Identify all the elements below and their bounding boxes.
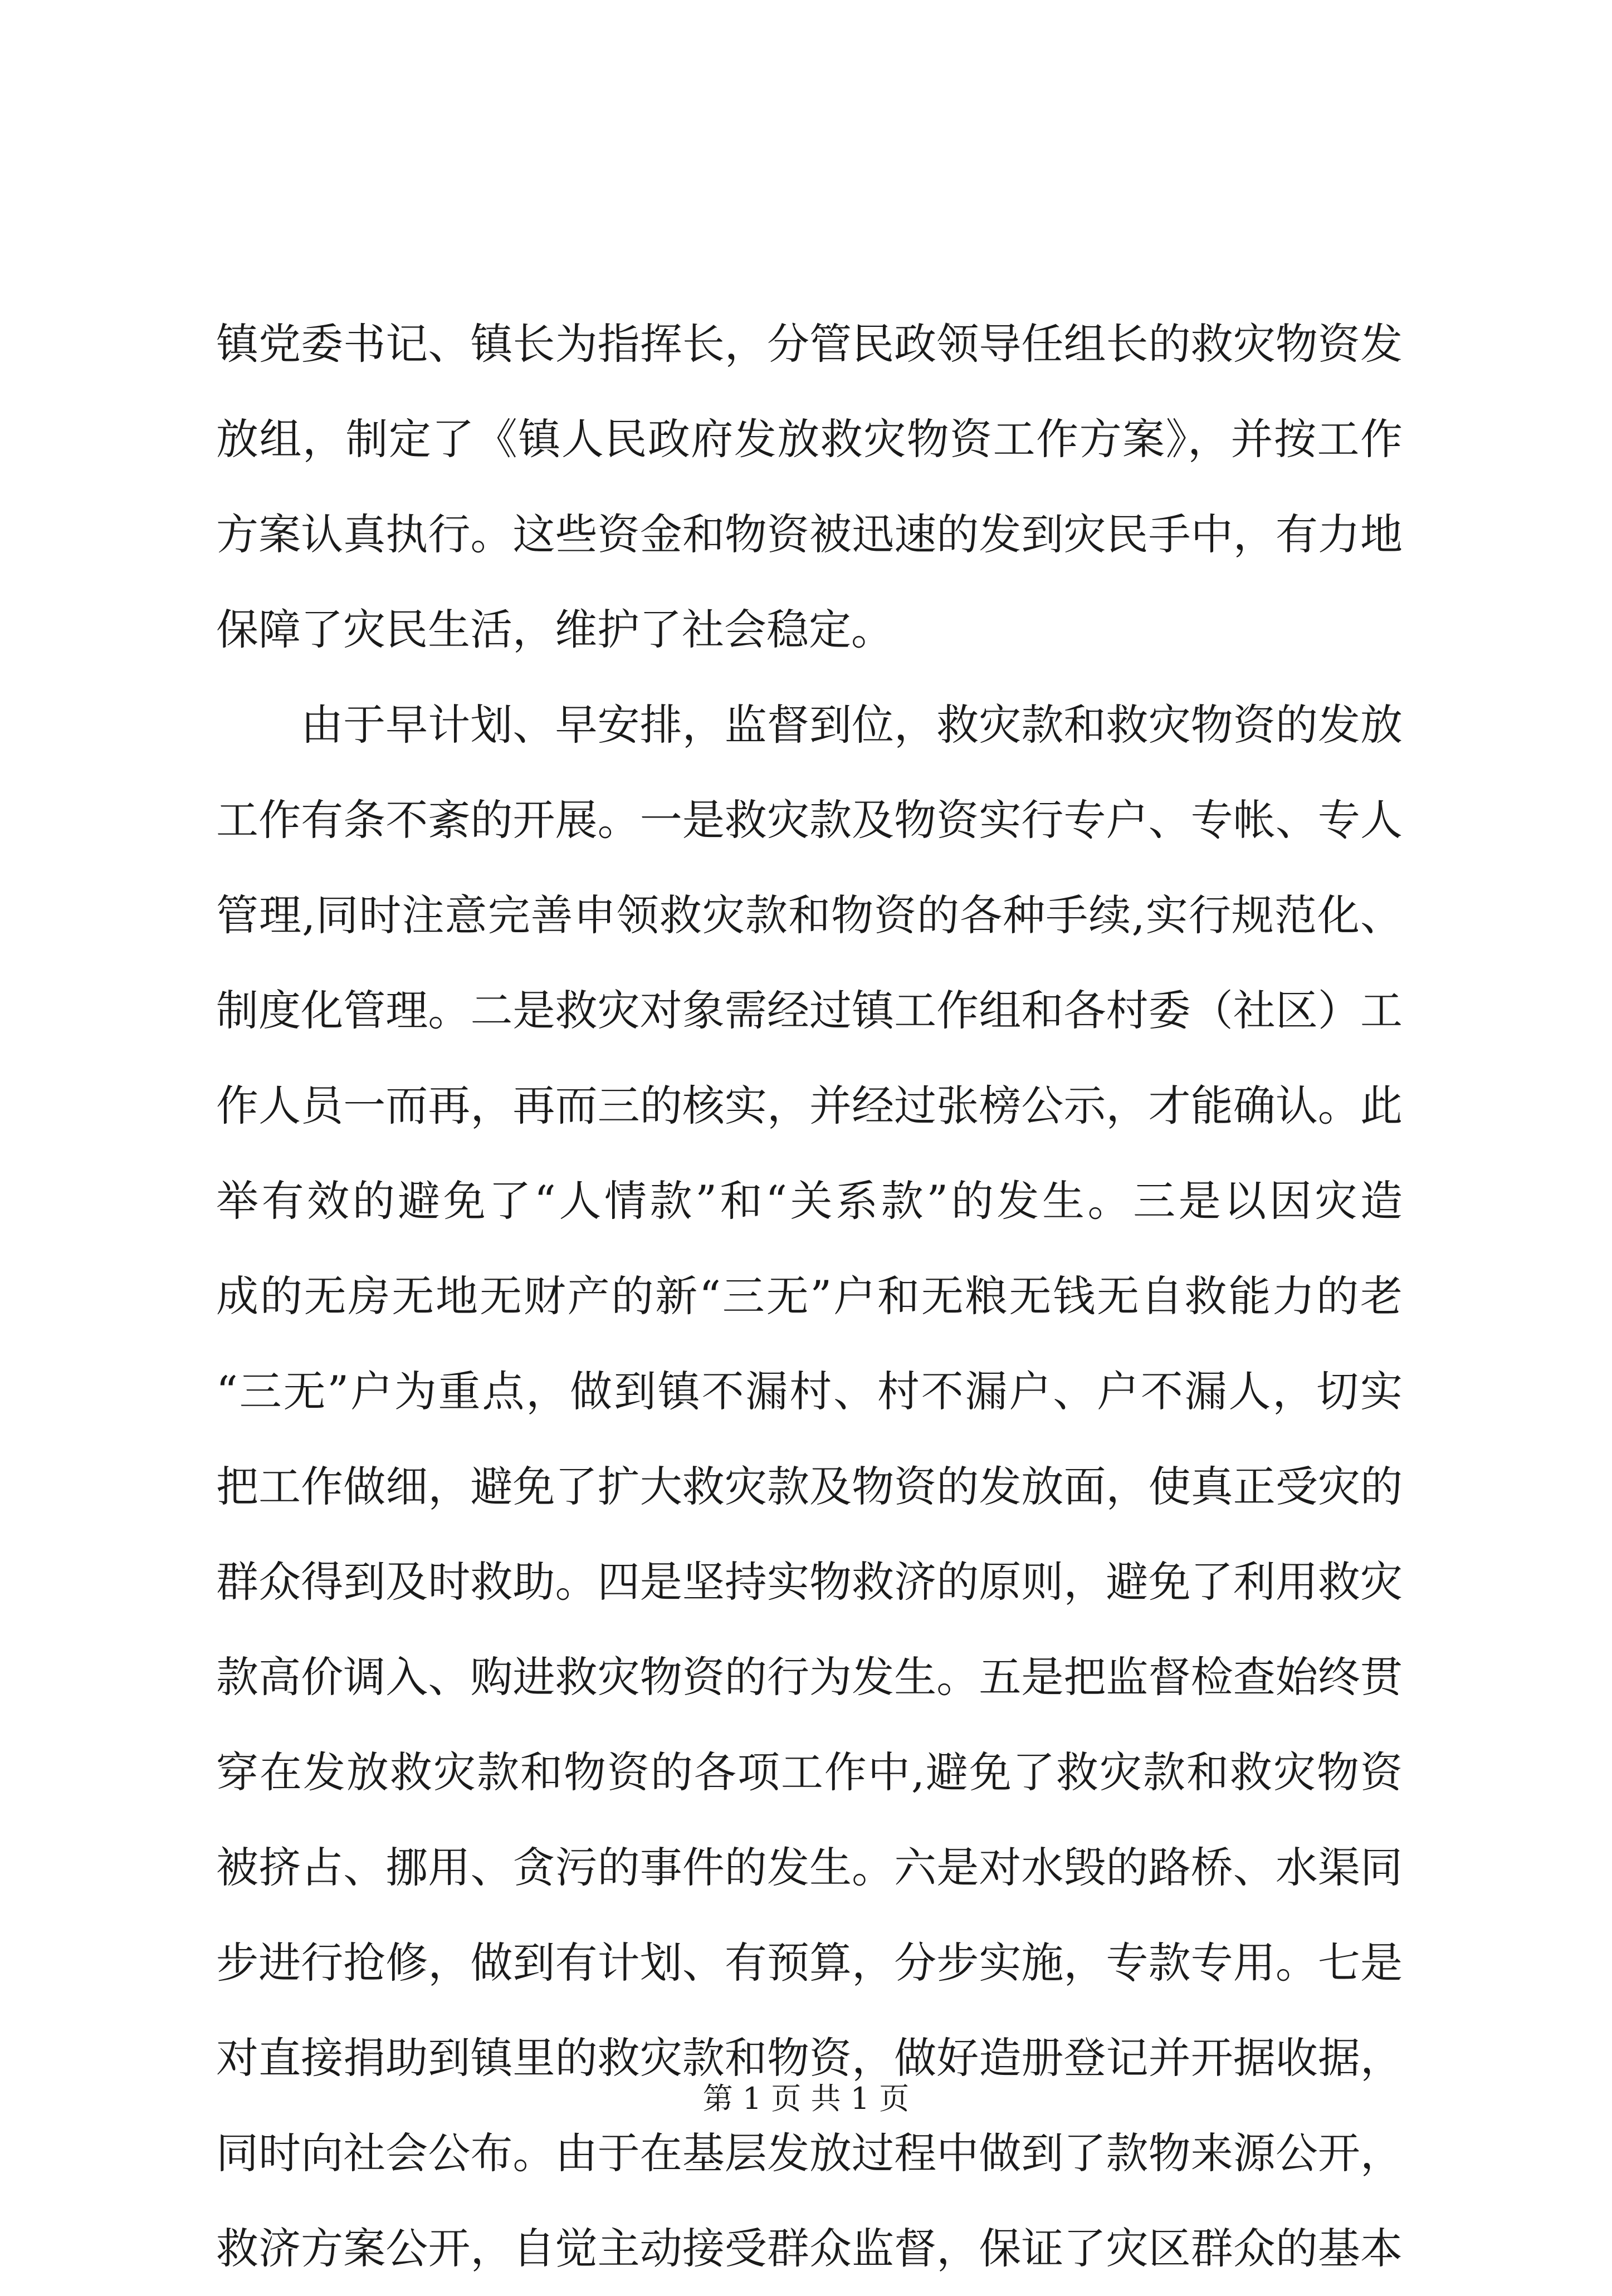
page-footer xyxy=(0,2075,1612,2118)
paragraph-2-line-14: 步进行抢修，做到有计划、有预算，分步实施，专款专用。七是 xyxy=(216,1938,1403,1987)
paragraph-2-line-7: 成的无房无地无财产的新“三无”户和无粮无钱无自救能力的老 xyxy=(216,1271,1403,1321)
paragraph-2-line-9: 把工作做细，避免了扩大救灾款及物资的发放面，使真正受灾的 xyxy=(216,1462,1403,1511)
paragraph-2-line-16: 同时向社会公布。由于在基层发放过程中做到了款物来源公开， xyxy=(216,2128,1403,2178)
paragraph-2-line-3: 管理,同时注意完善申领救灾款和物资的各种手续,实行规范化、 xyxy=(216,890,1403,940)
document-body xyxy=(216,296,1403,2296)
paragraph-2-line-15: 对直接捐助到镇里的救灾款和物资，做好造册登记并开据收据， xyxy=(216,2033,1403,2083)
paragraph-2-line-13: 被挤占、挪用、贪污的事件的发生。六是对水毁的路桥、水渠同 xyxy=(216,1843,1403,1892)
paragraph-2-line-4: 制度化管理。二是救灾对象需经过镇工作组和各村委（社区）工 xyxy=(216,986,1403,1035)
paragraph-1-line-2: 放组，制定了《镇人民政府发放救灾物资工作方案》，并按工作 xyxy=(216,414,1403,464)
paragraph-2-line-10: 群众得到及时救助。四是坚持实物救济的原则，避免了利用救灾 xyxy=(216,1557,1403,1607)
paragraph-2-line-6: 举有效的避免了“人情款”和“关系款”的发生。三是以因灾造 xyxy=(216,1176,1403,1226)
paragraph-2-line-1: 由于早计划、早安排，监督到位，救灾款和救灾物资的发放 xyxy=(301,700,1403,750)
page-number-label: 第 1 页 共 1 页 xyxy=(702,2081,910,2116)
paragraph-1-line-1: 镇党委书记、镇长为指挥长，分管民政领导任组长的救灾物资发 xyxy=(216,319,1403,369)
paragraph-2-line-12: 穿在发放救灾款和物资的各项工作中,避免了救灾款和救灾物资 xyxy=(216,1747,1403,1797)
paragraph-2-line-5: 作人员一而再，再而三的核实，并经过张榜公示，才能确认。此 xyxy=(216,1081,1403,1130)
paragraph-1-line-3: 方案认真执行。这些资金和物资被迅速的发到灾民手中，有力地 xyxy=(216,510,1403,559)
paragraph-2-line-17: 救济方案公开，自觉主动接受群众监督，保证了灾区群众的基本 xyxy=(216,2224,1403,2273)
paragraph-2-line-2: 工作有条不紊的开展。一是救灾款及物资实行专户、专帐、专人 xyxy=(216,795,1403,845)
paragraph-2-line-11: 款高价调入、购进救灾物资的行为发生。五是把监督检查始终贯 xyxy=(216,1652,1403,1702)
paragraph-2-line-8: “三无”户为重点，做到镇不漏村、村不漏户、户不漏人，切实 xyxy=(216,1367,1403,1416)
paragraph-1-line-4: 保障了灾民生活，维护了社会稳定。 xyxy=(216,605,893,654)
